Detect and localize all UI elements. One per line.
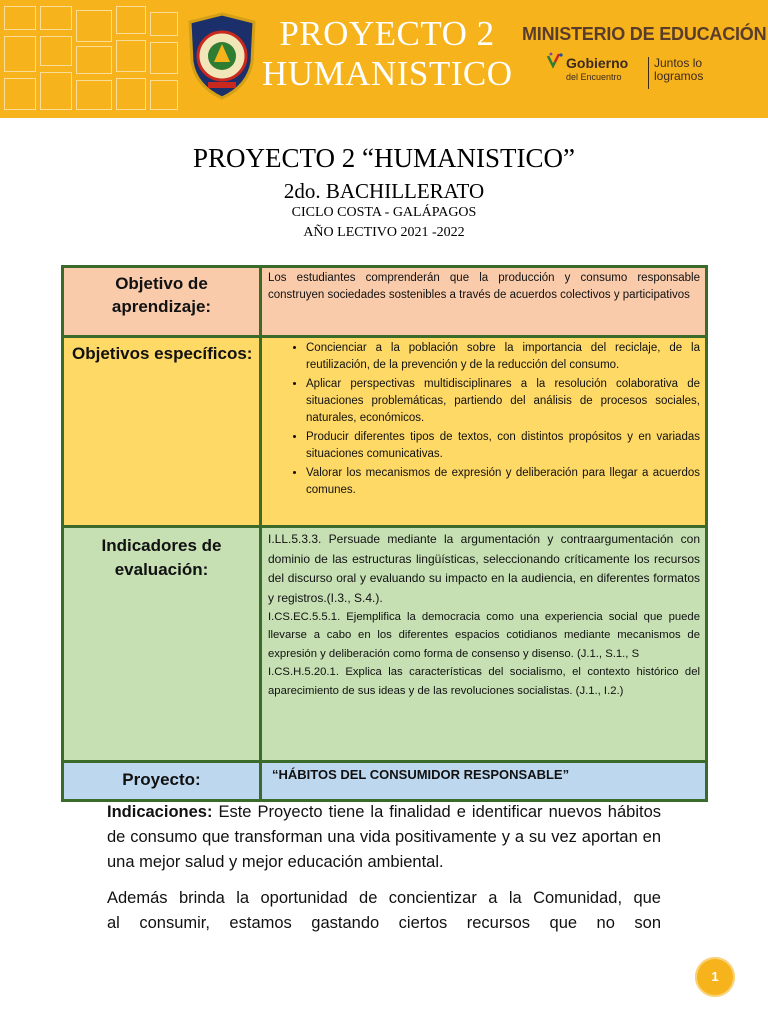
indicator-item: I.CS.EC.5.5.1. Ejemplifica la democracia como una experiencia social que puede llevarse a cabo en los diferentes espacios cotidianos mediante mecanismos de expresión y deliberación como forma de consenso y disenso. (J.1., S.1., S bbox=[268, 611, 700, 660]
list-item: • Producir diferentes tipos de textos, con distintos propósitos y en variadas situaciones comunicativas. bbox=[306, 429, 700, 463]
indicadores-label: Indicadores de evaluación: bbox=[64, 528, 262, 760]
gobierno-label: Gobierno bbox=[566, 55, 629, 71]
indicator-item: I.LL.5.3.3. Persuade mediante la argumentación y contraargumentación con dominio de las estructuras lingüísticas, seleccionando críticamente los recursos del discurso oral y evaluando su impacto en la audiencia, en diferentes formatos y registros.(I.3., S.4.). bbox=[268, 532, 700, 605]
project-table bbox=[61, 265, 708, 802]
banner-title-line1: PROYECTO 2 bbox=[279, 14, 495, 53]
list-item: • Concienciar a la población sobre la importancia del reciclaje, de la reutilización, de la prevención y de la reducción del consumo. bbox=[306, 340, 700, 374]
document-title: PROYECTO 2 “HUMANISTICO” bbox=[193, 143, 575, 173]
page-number-badge: 1 bbox=[695, 957, 735, 997]
school-seal-icon bbox=[186, 12, 258, 100]
indicaciones-text: Este Proyecto tiene la finalidad e identificar nuevos hábitos de consumo que transforman una vida positivamente y a su vez aportan en una mejor salud y mejor educación ambiental. bbox=[107, 803, 661, 871]
list-item: • Aplicar perspectivas multidisciplinares a la resolución colaborativa de situaciones problemáticas, partiendo del análisis de procesos sociales, naturales, económicos. bbox=[306, 376, 700, 427]
row-especificos bbox=[64, 338, 705, 528]
proyecto-label: Proyecto: bbox=[64, 763, 262, 799]
paragraph-line: al consumir, estamos gastando ciertos recursos que no son bbox=[107, 914, 661, 932]
second-paragraph bbox=[107, 886, 661, 936]
logo-divider bbox=[648, 57, 649, 89]
row-indicadores bbox=[64, 528, 705, 763]
banner-title-line2: HUMANISTICO bbox=[262, 54, 513, 93]
cycle-heading: CICLO COSTA - GALÁPAGOS bbox=[291, 205, 477, 220]
indicator-item: I.CS.H.5.20.1. Explica las características del socialismo, el contexto histórico del aparecimiento de sus ideas y de las revoluciones socialistas. (J.1., I.2.) bbox=[268, 666, 700, 697]
banner-title bbox=[262, 14, 512, 94]
especificos-list bbox=[268, 340, 700, 499]
decorative-grid bbox=[4, 6, 179, 114]
list-item: • Valorar los mecanismos de expresión y deliberación para llegar a acuerdos comunes. bbox=[306, 465, 700, 499]
paragraph-line: Además brinda la oportunidad de concientizar a la Comunidad, que bbox=[107, 889, 661, 907]
objetivo-text: Los estudiantes comprenderán que la producción y consumo responsable construyen sociedades sostenibles a través de acuerdos colectivos y participativos bbox=[268, 272, 700, 301]
indicaciones-label: Indicaciones: bbox=[107, 803, 213, 821]
especificos-list-cell bbox=[262, 338, 705, 525]
row-proyecto bbox=[64, 763, 705, 799]
indicaciones-paragraph bbox=[107, 800, 661, 875]
year-heading: AÑO LECTIVO 2021 -2022 bbox=[303, 225, 465, 240]
gobierno-v-icon bbox=[546, 52, 564, 70]
ministry-label: MINISTERIO DE EDUCACIÓN bbox=[522, 24, 767, 44]
gobierno-sub-label: del Encuentro bbox=[566, 72, 622, 82]
government-logo bbox=[546, 52, 746, 98]
grade-heading: 2do. BACHILLERATO bbox=[283, 179, 485, 203]
header-banner bbox=[0, 0, 768, 118]
objetivo-label: Objetivo de aprendizaje: bbox=[64, 268, 262, 335]
especificos-label: Objetivos específicos: bbox=[64, 338, 262, 525]
proyecto-text: “HÁBITOS DEL CONSUMIDOR RESPONSABLE” bbox=[272, 767, 570, 782]
row-objetivo bbox=[64, 268, 705, 338]
gobierno-tagline: Juntos lo logramos bbox=[654, 56, 704, 83]
indicadores-cell bbox=[262, 528, 705, 760]
